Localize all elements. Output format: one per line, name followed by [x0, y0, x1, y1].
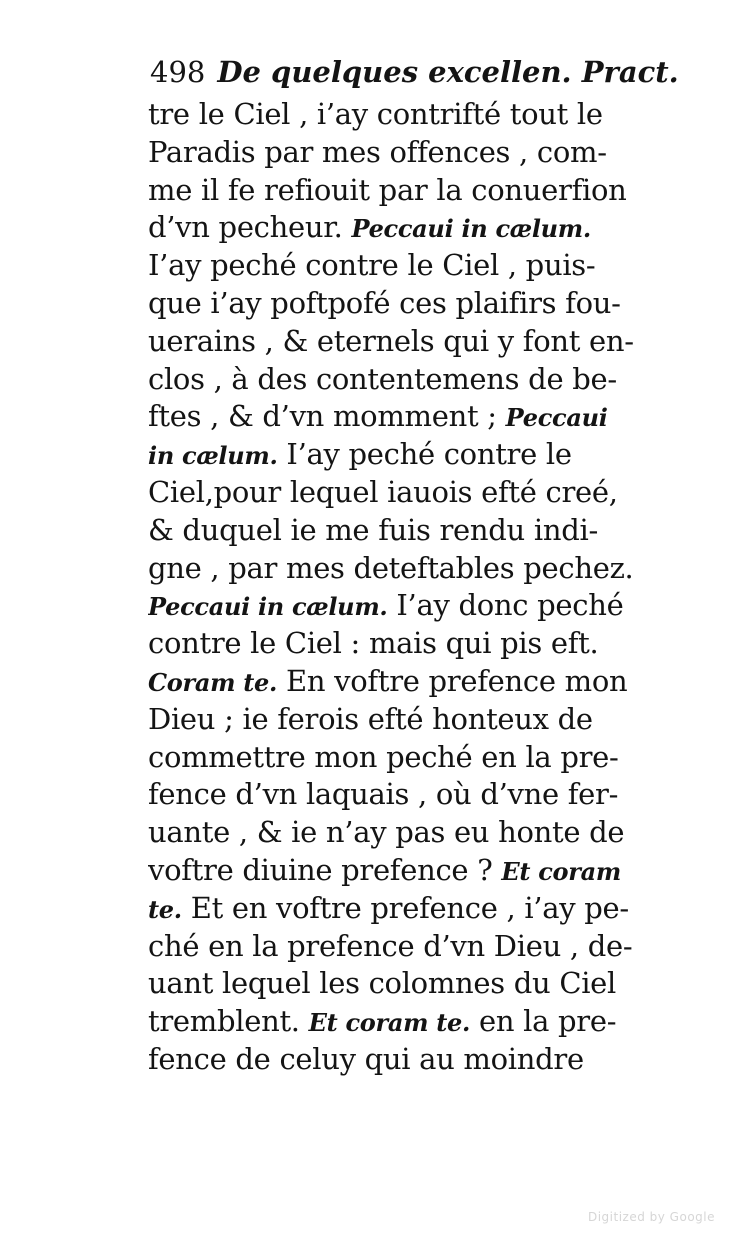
text-line	[148, 474, 648, 512]
text-line	[148, 1041, 648, 1079]
text-line	[148, 701, 648, 739]
text-line	[148, 436, 648, 474]
text-segment: Et en voftre prefence , i’ay pe-	[181, 890, 629, 925]
text-line	[148, 965, 648, 1003]
text-line	[148, 852, 648, 890]
text-segment: que i’ay poftpofé ces plaifirs fou-	[148, 285, 621, 320]
text-segment: tremblent.	[148, 1004, 309, 1039]
text-line	[148, 134, 648, 172]
text-segment: me il fe refiouit par la conuerfion	[148, 172, 627, 207]
latin-quote: te.	[148, 894, 182, 924]
text-segment: ché en la prefence d’vn Dieu , de-	[148, 928, 633, 963]
latin-quote: Peccaui in cælum.	[351, 214, 591, 244]
text-segment: clos , à des contentemens de be-	[148, 361, 617, 396]
page-header	[150, 52, 679, 92]
text-segment: Paradis par mes offences , com-	[148, 134, 607, 169]
text-segment: I’ay peché contre le Ciel , puis-	[148, 248, 596, 283]
text-line	[148, 323, 648, 361]
watermark: Digitized by Google	[587, 1210, 715, 1224]
text-line	[148, 172, 648, 210]
text-line	[148, 550, 648, 588]
latin-quote: Et coram te.	[308, 1008, 471, 1038]
text-segment: en la pre-	[470, 1004, 617, 1039]
text-line	[148, 890, 648, 928]
text-line	[148, 1003, 648, 1041]
text-line	[148, 209, 648, 247]
text-line	[148, 398, 648, 436]
text-segment: tre le Ciel , i’ay contrifté tout le	[148, 97, 603, 131]
text-line	[148, 587, 648, 625]
text-segment: Dieu ; ie ferois efté honteux de	[148, 701, 593, 736]
text-segment: I’ay peché contre le	[277, 437, 572, 472]
text-line	[148, 96, 648, 134]
text-line	[148, 512, 648, 550]
text-segment: uerains , & eternels qui y font en-	[148, 323, 634, 358]
text-line	[148, 814, 648, 852]
text-segment: fence d’vn laquais , où d’vne fer-	[148, 777, 619, 812]
latin-quote: Peccaui	[505, 403, 608, 433]
text-segment: fence de celuy qui au moindre	[148, 1041, 584, 1076]
text-line	[148, 928, 648, 966]
text-segment: commettre mon peché en la pre-	[148, 739, 619, 774]
text-segment: Ciel,pour lequel iauois efté creé,	[148, 474, 618, 509]
text-segment: gne , par mes deteftables pechez.	[148, 550, 634, 585]
text-line	[148, 776, 648, 814]
latin-quote: Peccaui in cælum.	[148, 592, 388, 622]
text-line	[148, 739, 648, 777]
text-segment: contre le Ciel : mais qui pis eft.	[148, 626, 599, 661]
text-segment: ftes , & d’vn momment ;	[148, 399, 506, 434]
text-segment: uant lequel les colomnes du Ciel	[148, 966, 617, 1001]
text-line	[148, 247, 648, 285]
latin-quote: in cælum.	[148, 441, 278, 471]
text-line	[148, 361, 648, 399]
text-line	[148, 663, 648, 701]
text-segment: I’ay donc peché	[387, 588, 624, 623]
text-line	[148, 625, 648, 663]
running-head: De quelques excellen. Pract.	[217, 55, 679, 89]
text-line	[148, 285, 648, 323]
body-text	[148, 96, 648, 1079]
text-segment: uante , & ie n’ay pas eu honte de	[148, 815, 625, 850]
text-segment: & duquel ie me fuis rendu indi-	[148, 512, 598, 547]
latin-quote: Coram te.	[148, 667, 278, 697]
text-segment: En voftre prefence mon	[277, 663, 628, 698]
text-segment: d’vn pecheur.	[148, 210, 352, 245]
text-segment: voftre diuine prefence ?	[148, 852, 502, 887]
page-number: 498	[150, 55, 206, 89]
latin-quote: Et coram	[501, 856, 621, 886]
